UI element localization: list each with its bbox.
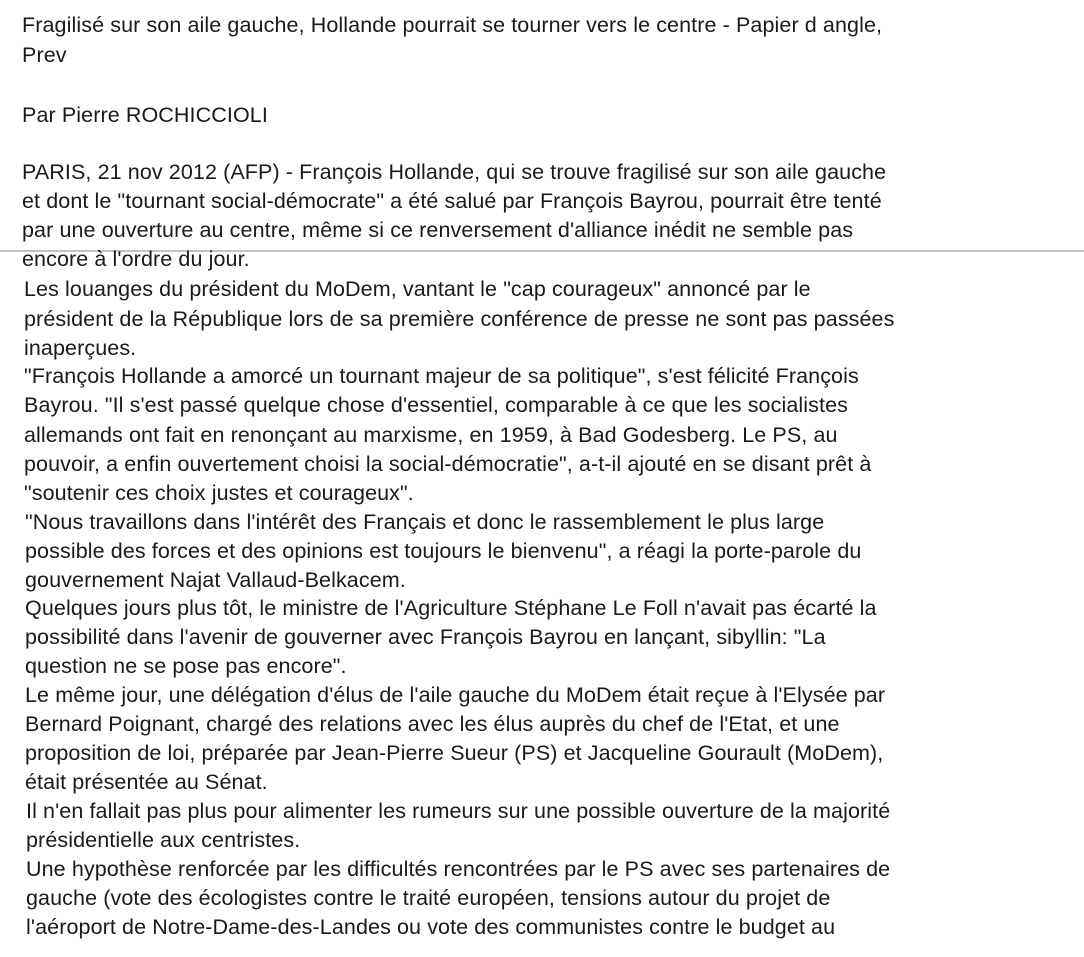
headline-line: Fragilisé sur son aile gauche, Hollande pourrait se tourner vers le centre - Papier d angle,: [22, 13, 883, 37]
headline-line: Prev: [22, 43, 67, 67]
body-line: encore à l'ordre du jour.: [22, 247, 250, 271]
body-line: gauche (vote des écologistes contre le traité européen, tensions autour du projet de: [26, 886, 831, 910]
body-line: et dont le "tournant social-démocrate" a été salué par François Bayrou, pourrait être tenté: [22, 189, 882, 213]
body-line: par une ouverture au centre, même si ce renversement d'alliance inédit ne semble pas: [22, 218, 854, 242]
body-line: possible des forces et des opinions est toujours le bienvenu", a réagi la porte-parole du: [25, 539, 862, 563]
body-line: Bayrou. "Il s'est passé quelque chose d'essentiel, comparable à ce que les socialistes: [24, 393, 848, 417]
body-line: Il n'en fallait pas plus pour alimenter les rumeurs sur une possible ouverture de la majorité: [26, 799, 891, 823]
body-line: Le même jour, une délégation d'élus de l'aile gauche du MoDem était reçue à l'Elysée par: [25, 683, 886, 707]
body-line: était présentée au Sénat.: [25, 770, 268, 794]
body-line: proposition de loi, préparée par Jean-Pierre Sueur (PS) et Jacqueline Gourault (MoDem),: [25, 741, 884, 765]
byline: Par Pierre ROCHICCIOLI: [22, 103, 268, 127]
body-line: inaperçues.: [24, 336, 137, 360]
body-line: Une hypothèse renforcée par les difficultés rencontrées par le PS avec ses partenaires de: [26, 857, 891, 881]
body-line: Quelques jours plus tôt, le ministre de l'Agriculture Stéphane Le Foll n'avait pas écarté la: [25, 596, 877, 620]
body-line: gouvernement Najat Vallaud-Belkacem.: [25, 568, 406, 592]
body-line: question ne se pose pas encore".: [25, 654, 347, 678]
body-line: "François Hollande a amorcé un tournant majeur de sa politique", s'est félicité François: [24, 364, 859, 388]
body-line: l'aéroport de Notre-Dame-des-Landes ou vote des communistes contre le budget au: [26, 915, 836, 939]
body-line: Bernard Poignant, chargé des relations avec les élus auprès du chef de l'Etat, et une: [25, 712, 840, 736]
body-line: allemands ont fait en renonçant au marxisme, en 1959, à Bad Godesberg. Le PS, au: [24, 423, 838, 447]
body-line: PARIS, 21 nov 2012 (AFP) - François Hollande, qui se trouve fragilisé sur son aile gauche: [22, 160, 887, 184]
body-line: "Nous travaillons dans l'intérêt des Français et donc le rassemblement le plus large: [25, 510, 825, 534]
body-line: possibilité dans l'avenir de gouverner avec François Bayrou en lançant, sibyllin: "La: [25, 625, 826, 649]
body-line: "soutenir ces choix justes et courageux".: [24, 481, 414, 505]
body-line: pouvoir, a enfin ouvertement choisi la social-démocratie", a-t-il ajouté en se disant prêt à: [24, 452, 872, 476]
body-line: président de la République lors de sa première conférence de presse ne sont pas passées: [24, 307, 895, 331]
body-line: Les louanges du président du MoDem, vantant le "cap courageux" annoncé par le: [24, 277, 811, 301]
body-line: présidentielle aux centristes.: [26, 828, 301, 852]
